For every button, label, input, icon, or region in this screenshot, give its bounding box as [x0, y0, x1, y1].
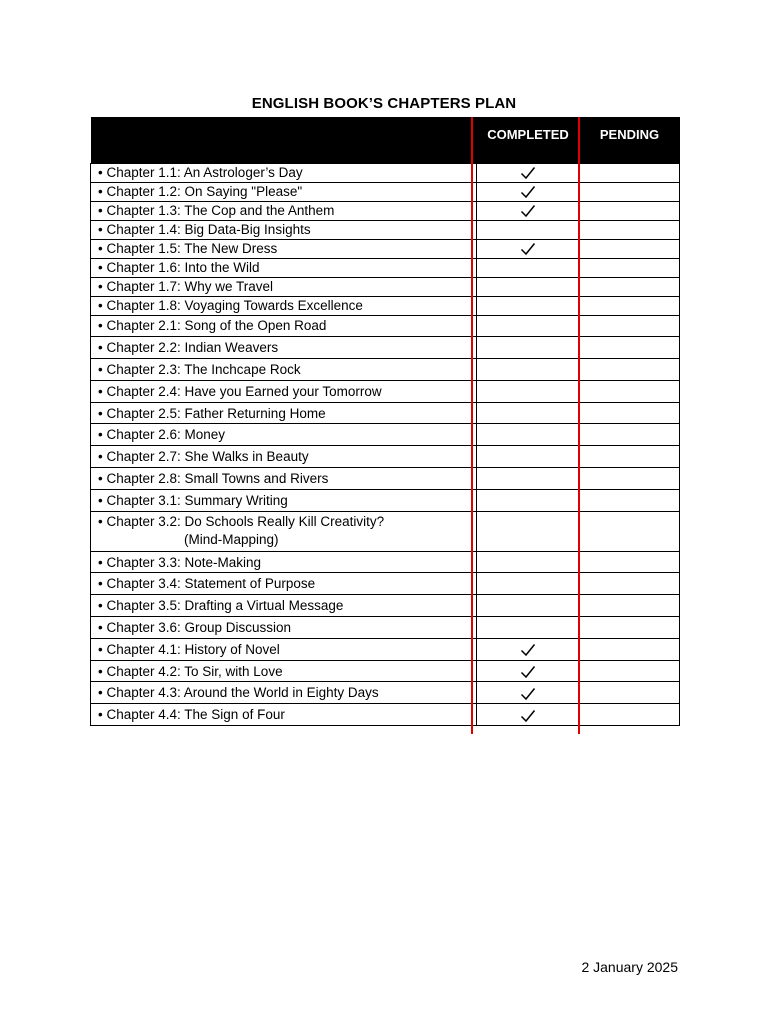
chapter-label: • Chapter 1.8: Voyaging Towards Excellence [98, 298, 363, 313]
checkmark-icon [520, 165, 536, 180]
pending-cell [580, 638, 680, 660]
chapter-cell [91, 551, 477, 573]
completed-cell [477, 660, 580, 682]
chapter-cell [91, 258, 477, 277]
table-row [91, 220, 680, 239]
checkmark-icon [520, 664, 536, 679]
chapter-cell [91, 424, 477, 446]
chapter-label: • Chapter 4.4: The Sign of Four [98, 707, 285, 723]
pending-cell [580, 239, 680, 258]
table-row [91, 201, 680, 220]
pending-cell [580, 337, 680, 359]
pending-cell [580, 446, 680, 468]
chapter-label: • Chapter 2.2: Indian Weavers [98, 340, 279, 356]
completed-cell [477, 277, 580, 296]
table-row [91, 315, 680, 337]
header-pending: PENDING [580, 117, 680, 163]
chapter-label: • Chapter 1.5: The New Dress [98, 241, 278, 256]
pending-cell [580, 511, 680, 551]
chapter-cell [91, 315, 477, 337]
chapter-label: • Chapter 4.1: History of Novel [98, 641, 280, 657]
table-row [91, 424, 680, 446]
pending-cell [580, 573, 680, 595]
chapter-label: • Chapter 2.4: Have you Earned your Tomorrow [98, 383, 382, 399]
table-row [91, 660, 680, 682]
chapters-plan-table [90, 117, 680, 726]
chapter-label: • Chapter 4.3: Around the World in Eighty Days [98, 685, 379, 701]
table-row [91, 595, 680, 617]
table-row [91, 468, 680, 490]
completed-cell [477, 315, 580, 337]
pending-cell [580, 489, 680, 511]
chapter-cell [91, 380, 477, 402]
completed-cell [477, 402, 580, 424]
completed-cell [477, 359, 580, 381]
pending-cell [580, 258, 680, 277]
table-row [91, 380, 680, 402]
table-row [91, 258, 680, 277]
chapter-label: • Chapter 2.8: Small Towns and Rivers [98, 470, 329, 486]
chapter-cell [91, 277, 477, 296]
chapter-label: • Chapter 2.7: She Walks in Beauty [98, 449, 309, 465]
completed-cell [477, 380, 580, 402]
chapter-cell [91, 239, 477, 258]
chapter-label: • Chapter 1.1: An Astrologer’s Day [98, 165, 303, 180]
chapter-cell [91, 163, 477, 182]
table-row [91, 446, 680, 468]
pending-cell [580, 551, 680, 573]
completed-cell [477, 573, 580, 595]
chapter-cell [91, 220, 477, 239]
chapter-cell [91, 511, 477, 551]
chapter-cell [91, 638, 477, 660]
completed-cell [477, 201, 580, 220]
chapter-cell [91, 682, 477, 704]
chapter-label: • Chapter 2.1: Song of the Open Road [98, 318, 327, 334]
table-row [91, 638, 680, 660]
chapter-label: • Chapter 1.4: Big Data-Big Insights [98, 222, 311, 237]
table-row [91, 337, 680, 359]
chapter-cell [91, 573, 477, 595]
completed-cell [477, 424, 580, 446]
completed-cell [477, 595, 580, 617]
chapter-cell [91, 337, 477, 359]
table-row [91, 511, 680, 551]
completed-cell [477, 551, 580, 573]
checkmark-icon [520, 184, 536, 199]
pending-cell [580, 359, 680, 381]
chapter-label: • Chapter 3.5: Drafting a Virtual Message [98, 598, 344, 614]
table-row [91, 489, 680, 511]
completed-cell [477, 468, 580, 490]
chapter-cell [91, 296, 477, 315]
pending-cell [580, 682, 680, 704]
chapter-label-line2: (Mind-Mapping) [184, 532, 279, 548]
chapter-label: • Chapter 3.4: Statement of Purpose [98, 576, 316, 592]
completed-cell [477, 446, 580, 468]
completed-cell [477, 239, 580, 258]
chapter-cell [91, 617, 477, 639]
table-header-row [91, 117, 680, 163]
completed-column-left-rule [471, 117, 473, 734]
pending-cell [580, 277, 680, 296]
table-row [91, 239, 680, 258]
chapter-cell [91, 446, 477, 468]
chapter-label: • Chapter 3.2: Do Schools Really Kill Creativity? [98, 514, 385, 530]
completed-cell [477, 337, 580, 359]
checkmark-icon [520, 685, 536, 700]
pending-cell [580, 704, 680, 726]
pending-cell [580, 424, 680, 446]
chapter-cell [91, 182, 477, 201]
table-row [91, 551, 680, 573]
table-row [91, 573, 680, 595]
checkmark-icon [520, 707, 536, 722]
table-row [91, 617, 680, 639]
chapter-label: • Chapter 1.6: Into the Wild [98, 260, 260, 275]
completed-cell [477, 511, 580, 551]
table-row [91, 402, 680, 424]
completed-cell [477, 617, 580, 639]
pending-cell [580, 296, 680, 315]
completed-cell [477, 163, 580, 182]
chapter-label: • Chapter 1.3: The Cop and the Anthem [98, 203, 335, 218]
completed-cell [477, 489, 580, 511]
completed-cell [477, 682, 580, 704]
completed-cell [477, 296, 580, 315]
completed-cell [477, 220, 580, 239]
header-completed: COMPLETED [477, 117, 580, 163]
checkmark-icon [520, 241, 536, 256]
pending-cell [580, 468, 680, 490]
pending-cell [580, 182, 680, 201]
pending-cell [580, 380, 680, 402]
table-row [91, 704, 680, 726]
pending-cell [580, 201, 680, 220]
pending-cell [580, 220, 680, 239]
completed-cell [477, 638, 580, 660]
page-title: ENGLISH BOOK’S CHAPTERS PLAN [251, 95, 517, 112]
pending-cell [580, 402, 680, 424]
chapter-cell [91, 704, 477, 726]
pending-cell [580, 163, 680, 182]
chapter-cell [91, 595, 477, 617]
chapter-label: • Chapter 4.2: To Sir, with Love [98, 663, 283, 679]
chapter-cell [91, 359, 477, 381]
document-date: 2 January 2025 [581, 959, 678, 975]
chapter-label: • Chapter 2.5: Father Returning Home [98, 405, 326, 421]
completed-column-right-rule [578, 117, 580, 734]
header-chapter [91, 117, 477, 163]
table-row [91, 163, 680, 182]
chapter-cell [91, 402, 477, 424]
chapter-cell [91, 201, 477, 220]
completed-cell [477, 258, 580, 277]
pending-cell [580, 660, 680, 682]
chapter-label: • Chapter 3.6: Group Discussion [98, 619, 292, 635]
completed-cell [477, 182, 580, 201]
chapter-label: • Chapter 2.3: The Inchcape Rock [98, 361, 301, 377]
pending-cell [580, 617, 680, 639]
chapter-cell [91, 489, 477, 511]
checkmark-icon [520, 203, 536, 218]
completed-cell [477, 704, 580, 726]
chapter-label: • Chapter 3.3: Note-Making [98, 554, 262, 570]
pending-cell [580, 315, 680, 337]
checkmark-icon [520, 642, 536, 657]
pending-cell [580, 595, 680, 617]
table-row [91, 359, 680, 381]
table-body [91, 163, 680, 726]
chapter-label: • Chapter 1.2: On Saying "Please" [98, 184, 303, 199]
chapter-label: • Chapter 2.6: Money [98, 427, 226, 443]
table-row [91, 296, 680, 315]
table-row [91, 182, 680, 201]
chapter-cell [91, 660, 477, 682]
chapter-label: • Chapter 3.1: Summary Writing [98, 492, 288, 508]
table-row [91, 682, 680, 704]
table-row [91, 277, 680, 296]
chapter-cell [91, 468, 477, 490]
chapter-label: • Chapter 1.7: Why we Travel [98, 279, 274, 294]
